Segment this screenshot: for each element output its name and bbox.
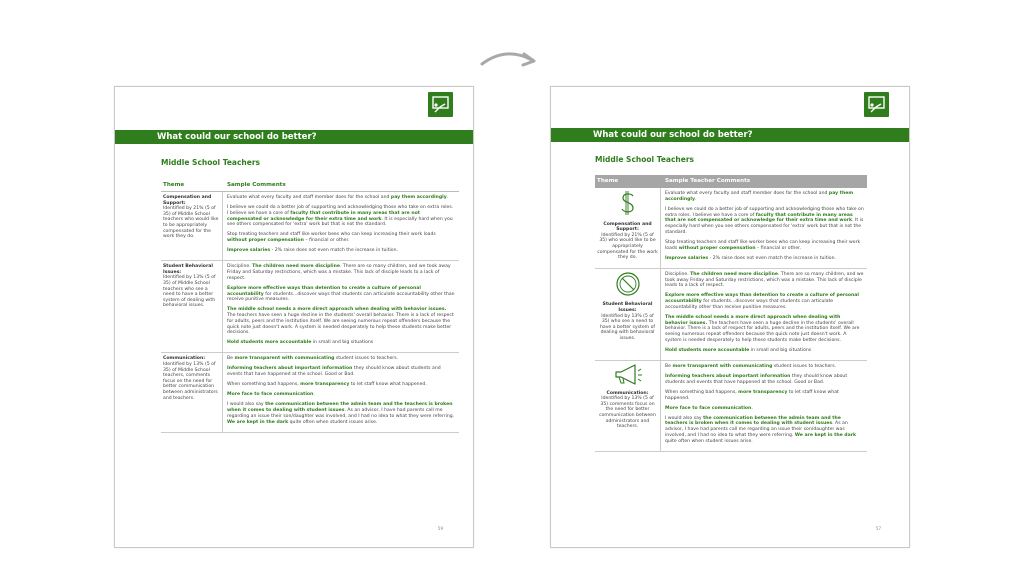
table-body — [161, 192, 459, 433]
prohibited-icon — [597, 271, 658, 300]
theme-description: Identified by 13% (5 of 35) who see a need to have a better system of dealing with behavioral issues. — [599, 313, 656, 341]
theme-description: Identified by 13% (5 of 35) of Middle School teachers, comments focus on the need for better communication between administrators and teachers. — [163, 362, 218, 401]
megaphone-icon — [597, 363, 658, 388]
comment-highlight: Improve salaries — [665, 255, 709, 261]
comment-text: Discipline. — [227, 264, 253, 270]
comment-text: quite often when student issues arise. — [665, 438, 753, 444]
comment-text: . — [313, 392, 315, 398]
comment-highlight: faculty that contribute in many areas that are not compensated or acknowledge for their extra time and work — [665, 212, 853, 224]
comment-text: - 2% raise does not even match the increase in tuition. — [708, 255, 836, 261]
comments-cell — [223, 192, 459, 260]
comment-highlight: the communication between the admin team and the teachers is broken when it comes to dealing with student issues — [665, 415, 841, 427]
column-header-comments: Sample Teacher Comments — [665, 178, 751, 184]
comment-paragraph — [665, 256, 864, 262]
comment-text: Evaluate what every faculty and staff member does for the school and — [227, 195, 391, 200]
table-row — [161, 353, 459, 432]
comment-highlight: more transparent with communicating — [672, 364, 773, 370]
comment-text: for students...discover ways that students can articulate accountability other than receive punitive measures. — [665, 299, 834, 310]
banner-title: What could our school do better? — [115, 130, 473, 144]
comment-text: student issues to teachers. — [334, 356, 399, 362]
comment-paragraph — [227, 248, 456, 254]
comment-text: Be — [665, 364, 673, 370]
comments-table — [595, 175, 867, 452]
comment-highlight: Improve salaries — [227, 248, 271, 254]
comment-text: . There are so many children, and we took away Friday and Saturday restrictions, which was a mistake. This lack of disciple leads to a lack of respect. — [665, 271, 864, 289]
comment-highlight: more transparency — [300, 382, 350, 388]
comment-highlight: Hold students more accountable — [227, 340, 312, 346]
comment-highlight: We are kept in the dark — [794, 432, 857, 438]
comment-paragraph — [227, 366, 456, 378]
comment-highlight: Explore more effective ways than detention to create a culture of personal accountability — [665, 293, 859, 305]
comment-paragraph — [227, 195, 456, 201]
comment-paragraph — [665, 293, 864, 310]
comment-paragraph — [665, 207, 864, 236]
comments-cell — [223, 353, 459, 431]
comment-text: . — [446, 195, 449, 200]
comment-highlight: The middle school needs a more direct approach when dealing with behavior issues. — [227, 307, 447, 313]
table-header — [161, 179, 459, 192]
comment-text: – financial or other. — [755, 245, 802, 251]
comment-highlight: faculty that contribute in many areas that are not compensated or acknowledge for their extra time and work — [227, 210, 420, 222]
comment-text: Stop treating teachers and staff like worker bees who can keep increasing their work loads — [665, 239, 861, 251]
theme-cell — [595, 361, 661, 451]
comment-paragraph — [227, 356, 456, 362]
dollar-icon — [597, 190, 658, 219]
comments-cell — [661, 269, 867, 360]
comment-highlight: Informing teachers about important information — [665, 374, 791, 380]
comment-text: . — [694, 196, 697, 202]
comments-cell — [223, 261, 459, 352]
curved-arrow-right-icon — [478, 44, 540, 70]
comment-highlight: More face to face communication — [227, 392, 314, 398]
theme-title: Compensation and Support: — [163, 195, 212, 206]
comment-text: I believe we could do a better job of supporting and acknowledging those who take on extra roles. I believe we have a core of — [665, 206, 864, 218]
comment-text: The teachers have seen a huge decline in the students' overall behavior. There is a lack of respect for adults, peers and the institution itself. We are seeing numerous repeat offenders because the quick note just doesn't work. A system is needed desperately to help these students make better decisions. — [227, 313, 454, 336]
comment-paragraph — [665, 416, 864, 445]
comment-text: . There are so many children, and we took away Friday and Saturday restrictions, which was a mistake. This lack of disciple leads to a lack of respect. — [227, 264, 451, 281]
table-row — [595, 188, 867, 269]
comment-text: When something bad happens, — [227, 382, 301, 388]
comment-highlight: pay them accordingly — [390, 195, 447, 200]
theme-title: Compensation and Support: — [603, 221, 652, 233]
comment-paragraph — [665, 272, 864, 289]
column-header-theme: Theme — [163, 182, 185, 188]
before-page — [114, 86, 474, 548]
comment-text: The teachers have seen a huge decline in the students' overall behavior. There is a lack of respect for adults, peers and the institution itself. We are seeing numerous repeat offenders because the quick note just doesn't work. A system is needed desperately to help these students make better decisions. — [665, 320, 860, 344]
comment-highlight: without proper compensation — [227, 238, 304, 244]
after-page — [550, 86, 910, 548]
comment-paragraph — [227, 307, 456, 336]
comment-text: to let staff know what happened. — [349, 382, 427, 388]
comment-text: they should know about students and events that have happened at the school. Good or Bad. — [665, 374, 848, 385]
comment-text: – financial or other. — [303, 238, 350, 244]
presentation-logo-icon — [428, 92, 453, 117]
comment-highlight: more transparent with communicating — [234, 356, 335, 362]
comment-paragraph — [227, 205, 456, 228]
theme-title: Student Behavioral Issues: — [602, 302, 653, 313]
theme-title: Communication: — [606, 390, 649, 396]
comments-cell — [661, 188, 867, 268]
presentation-logo-icon — [864, 92, 889, 117]
comment-highlight: without proper compensation — [678, 245, 756, 251]
comment-text: . It is especially hard when you see others compensated for 'extra' work but that is not the standard. — [227, 216, 453, 228]
comment-text: for students...discover ways that students can articulate accountability other than receive punitive measures. — [227, 291, 455, 303]
comment-paragraph — [227, 392, 456, 398]
section-subhead: Middle School Teachers — [161, 158, 261, 167]
comment-text: Discipline. — [665, 271, 691, 277]
comments-cell — [661, 361, 867, 451]
table-body — [595, 188, 867, 452]
theme-cell — [595, 269, 661, 360]
comment-text: - 2% raise does not even match the increase in tuition. — [270, 248, 398, 254]
comment-paragraph — [665, 348, 864, 354]
comment-highlight: the communication between the admin team and the teachers is broken when it comes to dealing with student issues — [227, 402, 453, 413]
comment-text: they should know about students and events that have happened at the school. Good or Bad. — [227, 366, 441, 378]
table-row — [595, 269, 867, 361]
theme-description: Identified by 13% (5 of 35) of Middle School teachers who see a need to have a better system of dealing with behavioral issues. — [163, 275, 216, 309]
comment-paragraph — [227, 264, 456, 281]
theme-description: Identified by 13% (5 of 35) comments focus on the need for better communication between administrators and teachers. — [599, 396, 656, 430]
comment-text: I would also say — [227, 402, 266, 408]
comment-paragraph — [227, 286, 456, 303]
theme-title: Student Behavioral Issues: — [163, 264, 213, 275]
comment-text: Evaluate what every faculty and staff member does for the school and — [665, 191, 829, 196]
comment-highlight: More face to face communication — [665, 405, 752, 411]
comment-text: Be — [227, 356, 235, 362]
comment-paragraph — [665, 374, 864, 386]
theme-cell — [595, 188, 661, 268]
table-row — [161, 192, 459, 261]
comment-paragraph — [665, 406, 864, 412]
theme-cell — [161, 353, 223, 431]
comment-highlight: Informing teachers about important information — [227, 366, 353, 372]
comment-highlight: more transparency — [738, 389, 788, 395]
comment-text: When something bad happens, — [665, 389, 739, 395]
comment-paragraph — [227, 232, 456, 244]
comment-paragraph — [665, 390, 864, 402]
theme-cell — [161, 261, 223, 352]
theme-title: Communication: — [163, 356, 206, 362]
table-row — [595, 361, 867, 452]
comment-highlight: pay them accordingly — [665, 191, 854, 202]
comment-highlight: The middle school needs a more direct approach when dealing with behavior issues. — [665, 314, 841, 326]
theme-cell — [161, 192, 223, 260]
comment-text: to let staff know what happened. — [665, 389, 839, 401]
comment-text: I believe we could do a better job of supporting and acknowledging those who take on extra roles. I believe we have a core of — [227, 204, 454, 216]
comment-text: . As an advisor, I have had parents call me regarding an issue their son/daughter was involved, and I had no idea to what they were referring. — [665, 421, 848, 438]
comment-highlight: We are kept in the dark — [227, 419, 289, 425]
comment-paragraph — [665, 315, 864, 344]
table-header — [595, 175, 867, 188]
comments-table — [161, 179, 459, 433]
comment-text: Stop treating teachers and staff like worker bees who can keep increasing their work loads — [227, 232, 436, 238]
column-header-comments: Sample Comments — [227, 182, 286, 188]
comment-paragraph — [227, 402, 456, 425]
table-row — [161, 261, 459, 353]
comment-text: student issues to teachers. — [772, 364, 837, 370]
comment-paragraph — [227, 340, 456, 346]
page-number: 59 — [437, 526, 443, 531]
comment-highlight: The children need more discipline — [252, 264, 340, 270]
comment-highlight: The children need more discipline — [690, 271, 778, 277]
comment-text: . As an advisor, I have had parents call me regarding an issue their son/daughter was involved, and I had no idea to what they were referring. — [227, 407, 455, 419]
theme-description: Identified by 21% (5 of 35) of Middle School teachers who would like to be appropriately compensated for the work they do. — [163, 206, 219, 240]
column-header-theme: Theme — [597, 178, 619, 184]
comment-paragraph — [665, 364, 864, 370]
comment-paragraph — [227, 382, 456, 388]
comment-paragraph — [665, 191, 864, 203]
comment-text: in small and big situations — [749, 348, 812, 354]
comment-highlight: Explore more effective ways than detention to create a culture of personal accountability — [227, 285, 421, 297]
comment-paragraph — [665, 240, 864, 252]
comment-highlight: Hold students more accountable — [665, 348, 750, 354]
section-subhead: Middle School Teachers — [595, 155, 695, 164]
comment-text: . — [751, 405, 753, 411]
banner-title: What could our school do better? — [551, 128, 909, 142]
comment-text: quite often when student issues arise. — [288, 419, 378, 425]
page-number: 57 — [875, 526, 881, 531]
comment-text: in small and big situations — [311, 340, 374, 346]
theme-description: Identified by 21% (5 of 35) who would like to be appropriately compensated for the work they do. — [597, 232, 658, 261]
comment-text: I would also say — [665, 415, 704, 421]
comment-text: . It is especially hard when you see others compensated for 'extra' work but that is not the standard. — [665, 218, 864, 235]
